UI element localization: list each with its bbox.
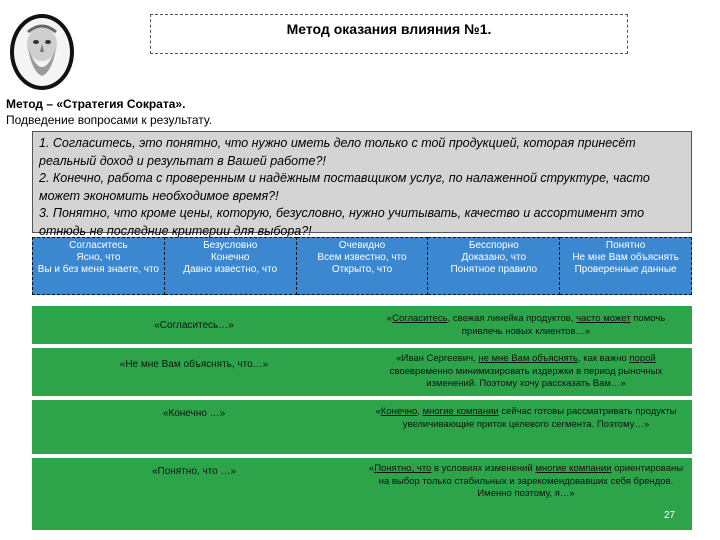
example-text: «Конечно, многие компании сейчас готовы рассматривать продукты увеличивающие приток целевого сегмента. Поэтому…»: [375, 406, 677, 430]
slide-title-text: Метод оказания влияния №1.: [286, 21, 492, 37]
phrase: Согласитесь: [69, 240, 128, 251]
phrases-column-5: [560, 238, 692, 295]
example-label: «Понятно, что …»: [151, 466, 237, 477]
phrases-column-4: [428, 238, 560, 295]
phrase: Проверенные данные: [574, 264, 677, 275]
example-row: [32, 348, 692, 396]
phrase: Давно известно, что: [183, 264, 278, 275]
example-text: «Понятно, что в условиях изменений многие компании ориентированы на выбор только стабильных и зарекомендовавших себя брендов. Именно поэтому, я…»: [368, 463, 684, 499]
phrase: Конечно: [210, 252, 250, 263]
page-number: 27: [664, 510, 676, 521]
phrases-column-2: [164, 238, 296, 295]
quote-3: 3. Понятно, что кроме цены, которую, безусловно, нужно учитывать, качество и ассортимент это отнюдь не последние критерии для выбора?!: [39, 206, 645, 238]
example-label-cell: [32, 348, 356, 396]
phrase: Очевидно: [338, 240, 386, 251]
phrase: Доказано, что: [461, 252, 527, 263]
example-row: [32, 458, 692, 530]
quote-2: 2. Конечно, работа с проверенным и надёжным поставщиком услуг, по налаженной структуре, часто может экономить необходимое время?!: [39, 171, 650, 203]
phrases-column-3: [296, 238, 428, 295]
phrases-column-1: [33, 238, 165, 295]
method-name: Метод – «Стратегия Сократа».: [6, 97, 186, 111]
socrates-portrait: [6, 8, 78, 90]
method-description: Подведение вопросами к результату.: [6, 113, 213, 127]
example-label: «Конечно …»: [162, 408, 226, 419]
examples-grid: [32, 306, 692, 530]
phrase: Всем известно, что: [317, 252, 407, 263]
quote-1: 1. Согласитесь, это понятно, что нужно иметь дело только с той продукцией, которая принесёт реальный доход и результат в Вашей работе?!: [39, 136, 636, 168]
slide-title: [150, 14, 628, 54]
phrase: Не мне Вам объяснять: [572, 252, 679, 263]
phrase: Открыто, что: [331, 264, 393, 275]
phrase: Вы и без меня знаете, что: [37, 264, 159, 275]
example-quotes-box: [32, 131, 692, 238]
phrase: Понятно: [605, 240, 646, 251]
phrase: Ясно, что: [76, 252, 121, 263]
example-label: «Согласитесь…»: [154, 320, 234, 331]
example-text: «Иван Сергеевич, не мне Вам объяснять, как важно порой своевременно минимизировать издержки в период рыночных изменений. Поэтому хочу рассказать Вам…»: [389, 353, 663, 389]
phrase: Бесспорно: [468, 240, 519, 251]
example-label: «Не мне Вам объяснять, что…»: [119, 359, 269, 370]
example-row: [32, 400, 692, 454]
phrases-table: [32, 237, 692, 295]
phrase: Понятное правило: [450, 264, 538, 275]
example-row: [32, 306, 692, 344]
example-text: «Согласитесь, свежая линейка продуктов, часто может помочь привлечь новых клиентов…»: [386, 313, 666, 337]
phrase: Безусловно: [203, 240, 258, 251]
